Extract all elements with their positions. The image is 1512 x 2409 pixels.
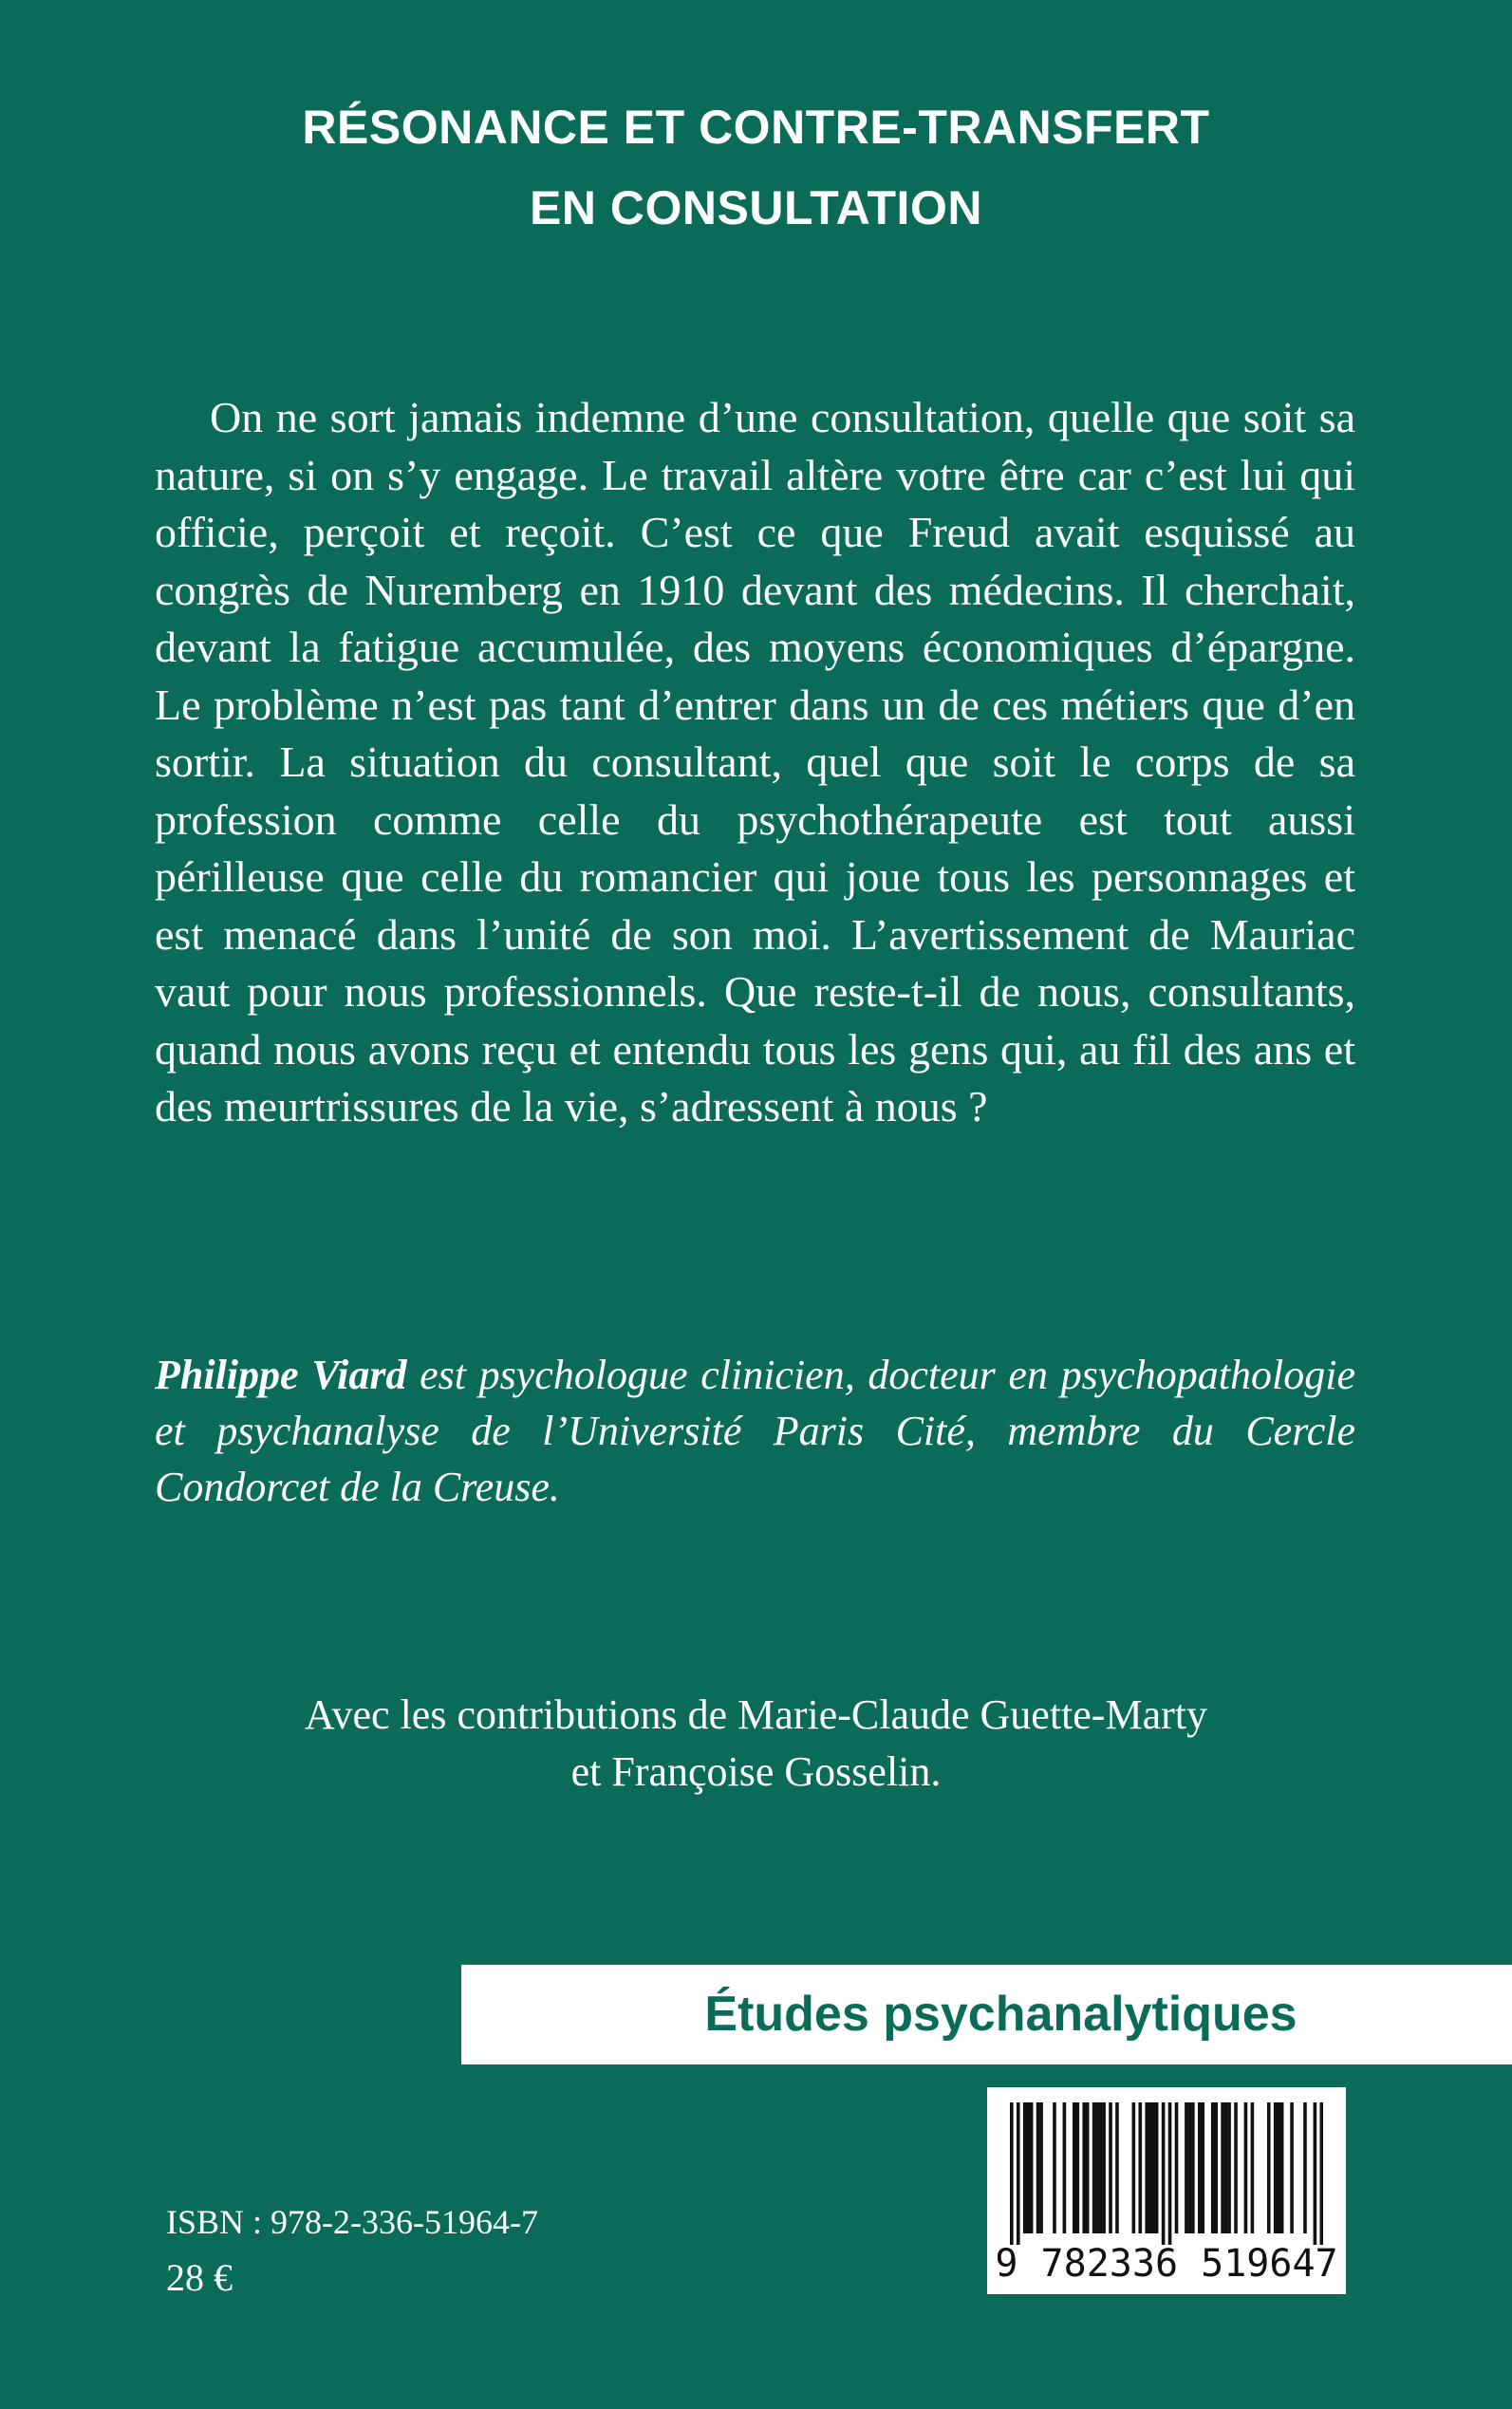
- barcode-bar: [1198, 2102, 1202, 2233]
- barcode-bar: [1277, 2102, 1280, 2233]
- summary-paragraph: On ne sort jamais indemne d’une consultation, quelle que soit sa nature, si on s’y engage. Le travail altère votre être car c’est lui qui officie, perçoit et reçoit. C’est ce que Freud avait esquissé au congrès de Nuremberg en 1910 devant des médecins. Il cherchait, devant la fatigue accumulée, des moyens économiques d’épargne. Le problème n’est pas tant d’entrer dans un de ces métiers que d’en sortir. La situation du consultant, quel que soit le corps de sa profession comme celle du psychothérapeute est tout aussi périlleuse que celle du romancier qui joue tous les personnages et est menacé dans l’unité de son moi. L’avertissement de Mauriac vaut pour nous professionnels. Que reste-t-il de nous, consultants, quand nous avons reçu et entendu tous les gens qui, au fil des ans et des meurtrissures de la vie, s’adressent à nous ?: [155, 393, 1355, 1130]
- barcode-bar: [1017, 2102, 1020, 2245]
- barcode-bar: [1039, 2102, 1043, 2233]
- barcode-bar: [1155, 2102, 1159, 2233]
- price: 28 €: [166, 2256, 233, 2299]
- title-line-1: RÉSONANCE ET CONTRE-TRANSFERT: [302, 101, 1210, 154]
- barcode-bar: [1082, 2102, 1086, 2233]
- barcode-bars-icon: [1010, 2102, 1323, 2245]
- barcode-bar: [1148, 2102, 1152, 2233]
- barcode-bar: [1211, 2102, 1215, 2233]
- barcode-bar: [1063, 2102, 1067, 2233]
- barcode-bar: [1227, 2102, 1231, 2233]
- barcode-bar: [1075, 2102, 1079, 2233]
- barcode-bar: [1274, 2102, 1278, 2233]
- collection-band: [461, 1965, 1512, 2064]
- barcode-bar: [1244, 2102, 1248, 2233]
- collection-name: Études psychanalytiques: [704, 1987, 1297, 2042]
- barcode: [987, 2087, 1346, 2294]
- barcode-bar: [1099, 2102, 1103, 2233]
- barcode-bar: [1251, 2102, 1255, 2233]
- isbn: ISBN : 978-2-336-51964-7: [166, 2203, 538, 2241]
- barcode-bar: [1073, 2102, 1076, 2233]
- title-line-2: EN CONSULTATION: [530, 181, 982, 234]
- contributions: [0, 1687, 1512, 1801]
- barcode-bar: [1168, 2102, 1172, 2245]
- barcode-bar: [1162, 2102, 1166, 2245]
- barcode-bar: [1214, 2102, 1218, 2233]
- author-bio: [155, 1347, 1355, 1515]
- barcode-bar: [1280, 2102, 1284, 2233]
- barcode-bar: [1036, 2102, 1040, 2233]
- barcode-bar: [1092, 2102, 1096, 2233]
- barcode-bar: [1185, 2102, 1188, 2233]
- barcode-bar: [1102, 2102, 1106, 2233]
- barcode-bar: [1151, 2102, 1155, 2233]
- barcode-bar: [1267, 2102, 1271, 2233]
- barcode-bar: [1145, 2102, 1148, 2233]
- author-name: Philippe Viard: [155, 1352, 407, 1398]
- author-bio-text: est psychologue clinicien, docteur en psychopathologie et psychanalyse de l’Université Paris Cité, membre du Cercle Condorcet de la Creuse.: [155, 1352, 1355, 1510]
- barcode-bar: [1095, 2102, 1099, 2233]
- barcode-bar: [1086, 2102, 1090, 2233]
- barcode-bar: [1314, 2102, 1317, 2245]
- barcode-bar: [1115, 2102, 1119, 2233]
- barcode-bar: [1053, 2102, 1056, 2233]
- barcode-bar: [1138, 2102, 1142, 2233]
- barcode-bar: [1234, 2102, 1238, 2233]
- barcode-bar: [1132, 2102, 1136, 2233]
- barcode-bar: [1175, 2102, 1179, 2233]
- contributions-line-1: Avec les contributions de Marie-Claude Guette-Marty: [305, 1691, 1207, 1738]
- barcode-bar: [1023, 2102, 1027, 2233]
- barcode-bar: [1290, 2102, 1294, 2233]
- barcode-bar: [1191, 2102, 1195, 2233]
- barcode-bar: [1320, 2102, 1323, 2245]
- contributions-line-2: et Françoise Gosselin.: [570, 1748, 942, 1795]
- barcode-bar: [1030, 2102, 1034, 2233]
- barcode-bar: [1026, 2102, 1030, 2233]
- barcode-bar: [1188, 2102, 1192, 2233]
- barcode-bar: [1201, 2102, 1204, 2233]
- barcode-bar: [1224, 2102, 1228, 2233]
- barcode-bar: [1109, 2102, 1112, 2233]
- barcode-bar: [1303, 2102, 1307, 2233]
- barcode-bar: [1010, 2102, 1014, 2245]
- barcode-bar: [1221, 2102, 1224, 2233]
- book-title: [0, 87, 1512, 249]
- barcode-digits: 9 782336 519647: [995, 2242, 1338, 2286]
